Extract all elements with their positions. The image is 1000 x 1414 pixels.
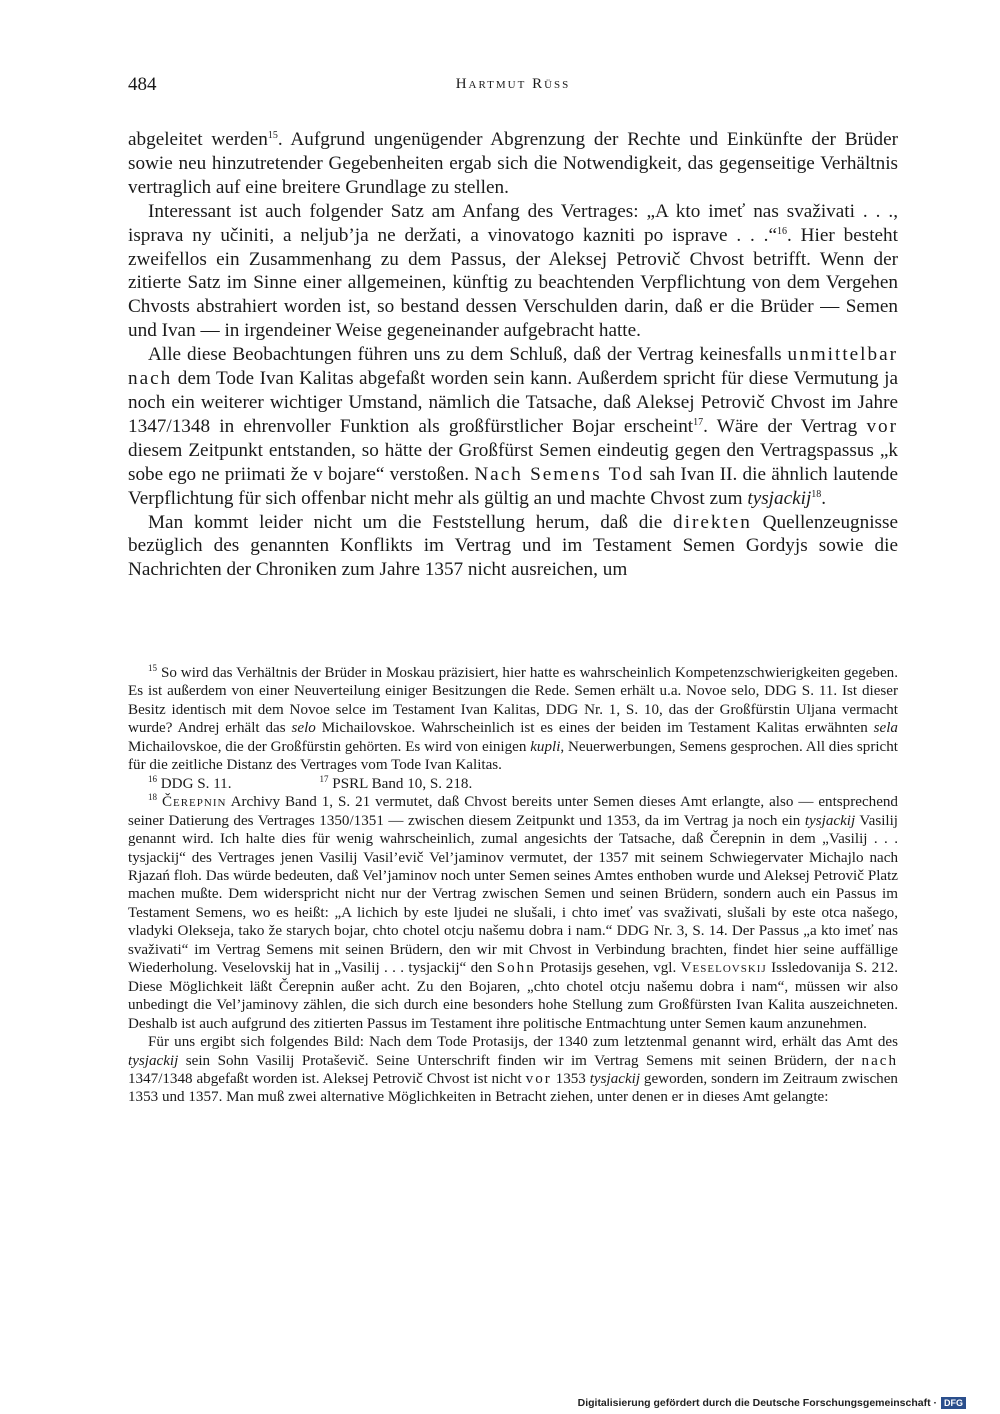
text-run: Michailovskoe, die der Großfürstin gehörten. Es wird von einigen <box>128 738 527 755</box>
footnote-number: 18 <box>148 792 157 803</box>
author-name: Veselovskij <box>680 960 767 977</box>
footnote-17-text: PSRL Band 10, S. 218. <box>332 775 473 792</box>
italic-term: tysjackij <box>804 812 856 829</box>
footnote-number: 15 <box>148 663 157 673</box>
paragraph-2 <box>128 200 898 343</box>
text-run: Quellenzeugnisse bezüglich des genannten Konflikts im Vertrag und im Testament Semen Gordyjs sowie die Nachrichten der Chroniken zum Jahre 1357 nicht ausreichen, um <box>128 511 899 581</box>
spaced-text: Nach Semens Tod <box>474 463 645 485</box>
footnote-18-continued <box>128 1033 898 1107</box>
text-run: Vasilij genannt wird. Ich halte dies für wenig wahrscheinlich, zumal angesichts der Tatsache, daß Čerepnin in dem „Vasilij . . . tysjackij“ des Vertrages jenen Vasilij Vasil’evič Vel’jaminov vermutet, der 1357 mit seinem Schwiegervater Michajlo nach Rjazań floh. Das würde bedeuten, daß Vel’jaminov noch unter Semen seines Amtes enthoben wurde und Aleksej Petrovič Platz machen mußte. Dem widerspricht nicht nur der Vertrag zwischen Semen und seinen Brüdern, sondern auch ein Passus im Testament Semens, wo es heißt: „A lichich by este ljudei ne slušali, i chto imeť vas svaživati, slušali by este otca našego, vladyki Oleksеja, tako že starych bojar, chto chotel otcju našemu dobra i nam.“ DDG Nr. 3, S. 14. Der Passus „a kto imeť nas svaživati“ im Vertrag Semens mit seinen Brüdern, den wir mit Chvost in Verbindung brachten, findet hier seine auffällige Wiederholung. Veselovskij hat in „Vasilij . . . tysjackij“ den <box>128 812 898 977</box>
digitization-footer <box>578 1395 966 1411</box>
italic-term: tysjackij <box>747 487 812 509</box>
page-number: 484 <box>128 74 157 95</box>
text-run: . <box>821 487 827 509</box>
footnote-number: 16 <box>148 773 157 784</box>
footnote-ref: 16 <box>777 225 787 237</box>
footnote-number: 17 <box>319 773 329 784</box>
footnote-ref: 18 <box>811 488 822 500</box>
spaced-text: direkten <box>673 511 752 533</box>
text-run: Für uns ergibt sich folgendes Bild: Nach dem Tode Protasijs, der 1340 zum letztenmal genannt wird, erhält das Amt des <box>148 1034 898 1051</box>
text-run: Alle diese Beobachtungen führen uns zu dem Schluß, daß der Vertrag keinesfalls <box>148 344 782 366</box>
dfg-logo-icon: DFG <box>941 1397 966 1409</box>
text-run: abgeleitet werden <box>128 129 268 150</box>
paragraph-1 <box>128 128 898 200</box>
footnote-18 <box>128 793 898 1033</box>
spaced-text: Sohn <box>496 960 536 977</box>
author-name: Čerepnin <box>161 794 227 811</box>
italic-term: tysjackij <box>128 1052 179 1069</box>
text-run: So wird das Verhältnis der Brüder in Moskau präzisiert, hier hatte es wahrscheinlich Kompetenzschwierigkeiten gegeben. Es ist außerdem von einer Neuverteilung einiger Besitzungen die Rede. Semen erhält u.a. Novoe selo, DDG S. 11. Ist dieser Besitz identisch mit dem Novoe selce im Testament Ivan Kalitas, DDG Nr. 1, S. 10, das der Großfürstin Uljana vermacht wurde? Andrej erhält das <box>128 665 898 737</box>
footnote-16-text: DDG S. 11. <box>160 775 232 792</box>
italic-term: sela <box>873 720 898 737</box>
text-run: sein Sohn Vasilij Protaševič. Seine Unterschrift finden wir im Vertrag Semens mit seinen Brüdern, der <box>185 1052 855 1069</box>
text-run: diesem Zeitpunkt entstanden, so hätte der Großfürst Semen eindeutig gegen den Vertragspassus „k sobe ego ne priimati že v bojare“ verstoßen. <box>128 439 898 485</box>
footnote-15 <box>128 664 898 775</box>
text-run: Protasijs gesehen, vgl. <box>540 960 677 977</box>
italic-term: selo <box>291 720 316 737</box>
text-run: , Neuerwerbungen, Semens gesprochen. All dies spricht für die zeitliche Distanz des Vertrages vom Tode Ivan Kalitas. <box>128 738 898 774</box>
text-run: Man kommt leider nicht um die Feststellung herum, daß die <box>148 511 663 533</box>
footnotes <box>128 664 898 1107</box>
text-run: 1353 <box>555 1070 586 1087</box>
funding-notice: Digitalisierung gefördert durch die Deutsche Forschungsgemeinschaft · <box>577 1397 937 1409</box>
spaced-text: unmittelbar nach <box>128 344 898 390</box>
text-run: geworden, sondern im Zeitraum zwischen 1353 und 1357. Man muß zwei alternative Möglichkeiten in Betracht ziehen, unter denen er in dieses Amt gelangte: <box>128 1070 898 1106</box>
text-run: . Hier besteht zweifellos ein Zusammenhang zu dem Passus, der Aleksej Petrovič Chvost betrifft. Wenn der zitierte Satz im Sinne einer allgemeinen, künftig zu beachtenden Verpflichtung von dem Vergehen Chvosts abstrahiert worden ist, so bestand dessen Verschulden darin, daß er die Brüder — Semen und Ivan — in irgendeiner Weise gegeneinander aufgebracht hatte. <box>128 224 898 342</box>
footnote-ref: 17 <box>693 416 704 428</box>
spaced-text: vor <box>866 415 899 437</box>
text-run: sah Ivan II. die ähnlich lautende Verpflichtung für sich offenbar nicht mehr als gültig an und machte Chvost zum <box>128 463 898 509</box>
italic-term: tysjackij <box>589 1070 641 1087</box>
text-run: . Wäre der Vertrag <box>703 415 858 437</box>
text-run: . Aufgrund ungenügender Abgrenzung der Rechte und Einkünfte der Brüder sowie neu hinzutretender Gegebenheiten ergab sich die Notwendigkeit, das gegenseitige Verhältnis vertraglich auf eine breitere Grundlage zu stellen. <box>128 129 898 198</box>
italic-term: kupli <box>530 738 561 755</box>
main-text <box>128 128 898 582</box>
page-header <box>128 74 898 104</box>
spaced-text: vor <box>525 1070 552 1087</box>
text-run: Archivy Band 1, S. 21 vermutet, daß Chvost bereits unter Semen dieses Amt erlangte, also — entsprechend seiner Datierung des Vertrages 1350/1351 — zwischen diesem Zeitpunkt und 1353, da im Vertrag ja noch ein <box>128 794 898 829</box>
text-run: Michailovskoe. Wahrscheinlich ist es eines der beiden im Testament Kalitas erwähnten <box>321 720 868 737</box>
text-run: dem Tode Ivan Kalitas abgefaßt worden sein kann. Außerdem spricht für diese Vermutung ja noch ein weiterer wichtiger Umstand, nämlich die Tatsache, daß Aleksej Petrovič Chvost im Jahre 1347/1348 in ehrenvoller Funktion als großfürstlicher Bojar erscheint <box>128 368 899 437</box>
text-run: Interessant ist auch folgender Satz am Anfang des Vertrages: „A kto imeť nas svaživati . . ., isprava ny učiniti, a neljub’ja ne deržati, a vinovatogo kazniti po isprave . . .“ <box>128 200 898 246</box>
text-run: Issledovanija S. 212. Diese Möglichkeit läßt Čerepnin außer acht. Zu den Bojaren, „chto chotel otcju našemu dobra i nam“, müssen wir also unbedingt die Vel’jaminovy zählen, die sich durch eine besonders hohe Stellung zum Großfürsten Ivan Kalita auszeichneten. Deshalb ist auch aufgrund des zitierten Passus im Testament ihre politische Entmachtung unter Semen kaum anzunehmen. <box>128 960 898 1032</box>
running-head: Hartmut Rüss <box>455 76 571 92</box>
footnotes-16-17 <box>128 775 898 793</box>
paragraph-4 <box>128 511 898 583</box>
paragraph-3 <box>128 343 898 510</box>
spaced-text: nach <box>861 1052 899 1069</box>
text-run: 1347/1348 abgefaßt worden ist. Aleksej Petrovič Chvost ist nicht <box>128 1070 522 1087</box>
footnote-ref: 15 <box>267 130 278 141</box>
